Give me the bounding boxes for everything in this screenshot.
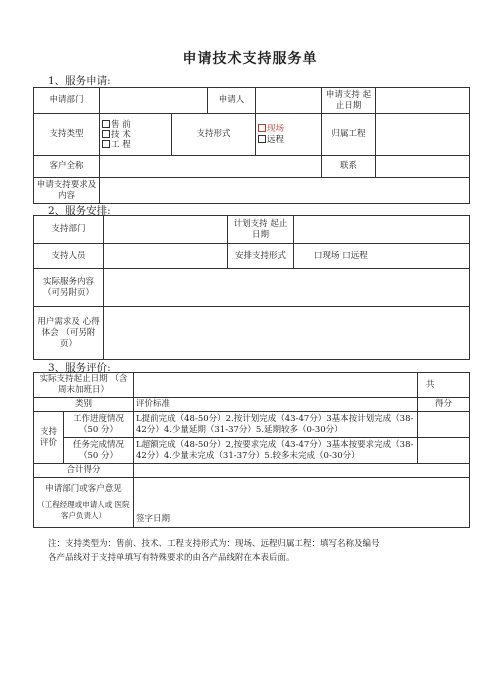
apply-dept-label: 申请部门 [34,88,100,114]
support-form-options [256,114,322,156]
applicant-label: 申请人 [208,88,256,114]
opinion-label: 申请部门或客户意见 （工程经理或申请人或 医院客户负责人） [34,478,134,528]
footnote [48,537,468,565]
contact-label: 联系 [322,156,376,178]
progress-criteria: L提前完成（48-50分）2.按计划完成（43-47分）3基本按计划完成（38-42分）4.少量延期（31-37分）5.延期较多（0-30分） [134,412,418,438]
apply-dates-label: 申请支持 起止日期 [322,88,376,114]
customer-name-label: 客户全称 [34,156,100,178]
actual-service-label: 实际服务内容 （可另附页） [34,269,104,307]
apply-dept-field[interactable] [100,88,208,114]
actual-dates-field[interactable] [134,373,418,398]
arranged-form-options[interactable]: 口现场 口远程 [294,244,470,269]
task-criteria: L超额完成（48-50分）2,按要求完成（43-47分）3基本按要求完成（38-42分）4.少量未完成（31-37分）5.较多未完成（0-30分） [134,438,418,464]
planned-dates-field[interactable] [294,216,470,244]
checkbox-icon [102,140,110,148]
customer-name-field[interactable] [100,156,322,178]
project-field[interactable] [376,114,470,156]
checkbox-icon [258,135,266,143]
task-label: 任务完成情况 （50 分） [64,438,134,464]
section-evaluation-heading: 3、服务评价: [48,362,111,374]
support-eval-label: 支持评价 [34,412,64,464]
total-score-label: 合计得分 [34,464,134,478]
application-table [33,87,470,204]
arranged-form-label: 安排支持形式 [228,244,294,269]
evaluation-table [33,372,470,528]
apply-dates-field[interactable] [376,88,470,114]
category-header: 类别 [34,398,134,412]
support-dept-label: 支持部门 [34,216,104,244]
project-label: 归属工程 [322,114,376,156]
support-staff-field[interactable] [104,244,228,269]
progress-label: 工作进度情况 （50 分） [64,412,134,438]
total-score-field[interactable] [134,464,470,478]
footnote-line-1: 注：支持类型为：售前、技术、工程支持形式为：现场、远程归属工程：填写名称及编号 [48,539,380,549]
task-score-field[interactable] [418,438,470,464]
criteria-header: 评价标准 [134,398,418,412]
form-remote-option[interactable]: 远程 [258,135,319,146]
type-eng-option[interactable]: 工 程 [102,140,169,150]
form-title: 申请技术支持服务单 [182,51,318,67]
footnote-line-2: 各产品线对于支持单填写有特殊要求的由各产品线附在本表后面。 [48,553,295,563]
form-onsite-option[interactable]: 现场 [258,124,319,135]
score-header: 得分 [418,398,470,412]
support-type-label: 支持类型 [34,114,100,156]
type-tech-option[interactable]: 技 术 [102,130,169,140]
sign-date-label: 签字日期 [136,514,171,524]
user-feedback-field[interactable] [104,307,470,360]
actual-dates-label: 实际支持起止日期 （含周末加班日） [34,373,134,398]
support-dept-field[interactable] [104,216,228,244]
requirement-label: 申请支持要求及内容 [34,178,100,204]
requirement-field[interactable] [100,178,470,204]
section-application-heading: 1、服务申请: [48,75,111,87]
support-type-options [100,114,172,156]
checkbox-icon [102,120,110,128]
progress-score-field[interactable] [418,412,470,438]
applicant-field[interactable] [256,88,322,114]
support-staff-label: 支持人员 [34,244,104,269]
contact-field[interactable] [376,156,470,178]
opinion-field[interactable] [134,478,470,528]
checkbox-icon [258,124,266,132]
support-form-label: 支持形式 [172,114,256,156]
total-days-cell[interactable]: 共 [418,373,470,398]
type-presale-option[interactable]: 售 前 [102,120,169,130]
checkbox-icon [102,130,110,138]
user-feedback-label: 用户需求及 心得体会 （可另附页） [34,307,104,360]
planned-dates-label: 计划支持 起止日期 [228,216,294,244]
section-arrangement-heading: 2、服务安排: [48,205,111,217]
arrangement-table [33,215,470,360]
actual-service-field[interactable] [104,269,470,307]
